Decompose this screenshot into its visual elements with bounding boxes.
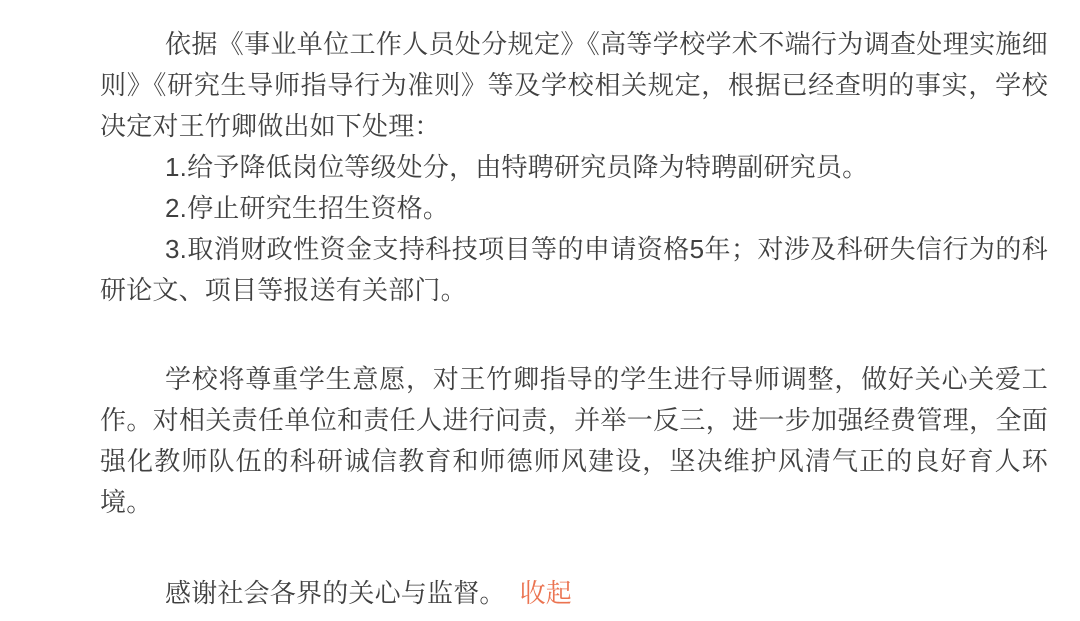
closing-sentence: 感谢社会各界的关心与监督。 xyxy=(165,578,506,608)
post-text-body xyxy=(100,24,1048,614)
collapse-link[interactable]: 收起 xyxy=(519,578,573,608)
decision-item-2: 2.停止研究生招生资格。 xyxy=(165,193,450,223)
decision-item-3: 3.取消财政性资金支持科技项目等的申请资格5年；对涉及科研失信行为的科研论文、项目等报送有关部门。 xyxy=(100,234,1048,305)
paragraph-intro: 依据《事业单位工作人员处分规定》《高等学校学术不端行为调查处理实施细则》《研究生导师指导行为准则》等及学校相关规定，根据已经查明的事实，学校决定对王竹卿做出如下处理： xyxy=(100,29,1048,141)
decision-item-1: 1.给予降低岗位等级处分，由特聘研究员降为特聘副研究员。 xyxy=(165,152,869,182)
closing-line xyxy=(100,573,1048,614)
paragraph-followup: 学校将尊重学生意愿，对王竹卿指导的学生进行导师调整，做好关心关爱工作。对相关责任单位和责任人进行问责，并举一反三，进一步加强经费管理，全面强化教师队伍的科研诚信教育和师德师风建设，坚决维护风清气正的良好育人环境。 xyxy=(100,364,1048,517)
